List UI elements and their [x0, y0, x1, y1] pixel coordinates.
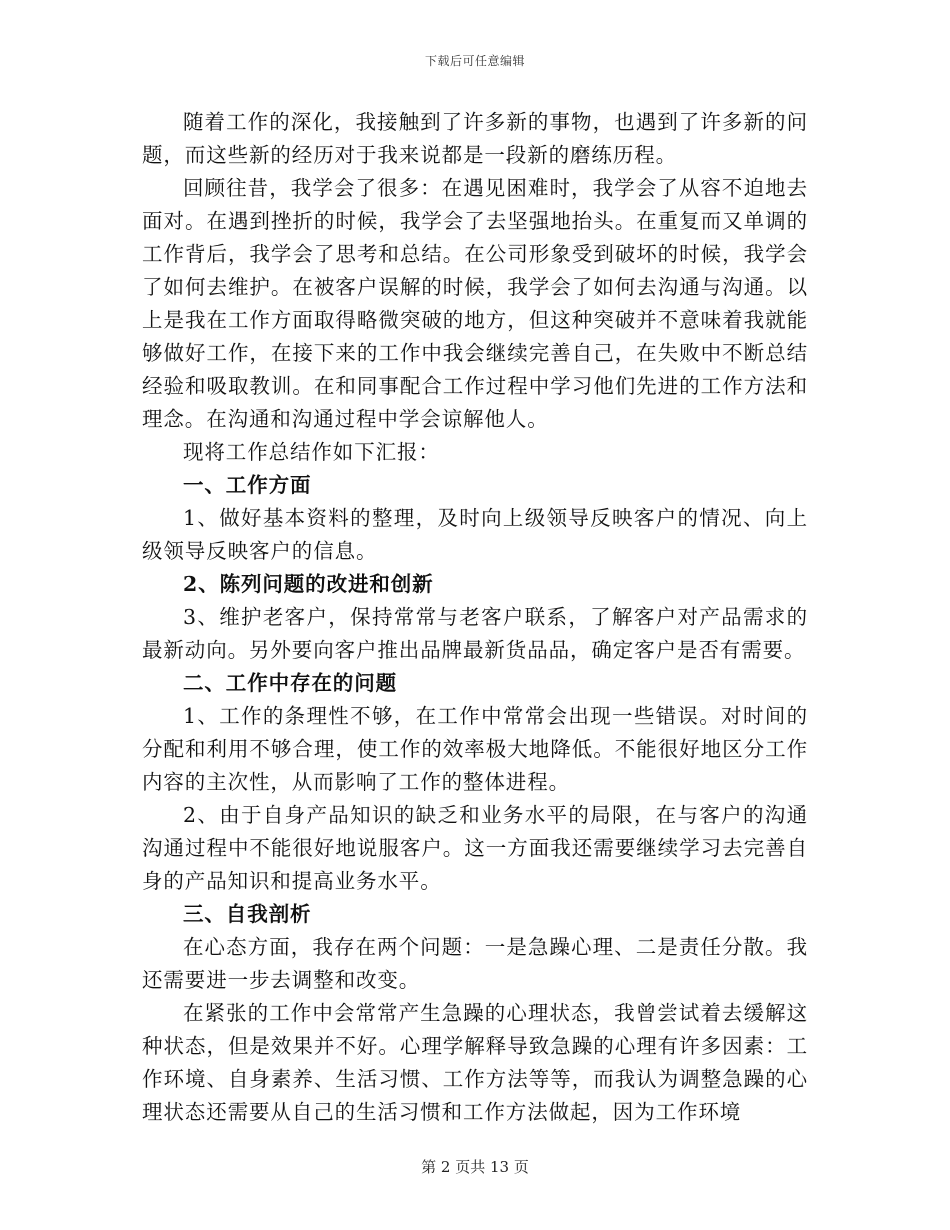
paragraph: 随着工作的深化，我接触到了许多新的事物，也遇到了许多新的问题，而这些新的经历对于我来说都是一段新的磨练历程。: [142, 110, 808, 167]
paragraph: 3、维护老客户，保持常常与老客户联系，了解客户对产品需求的最新动向。另外要向客户推出品牌最新货品品，确定客户是否有需要。: [142, 605, 808, 662]
page-header: 下载后可任意编辑: [424, 54, 525, 68]
paragraph: 1、工作的条理性不够，在工作中常常会出现一些错误。对时间的分配和利用不够合理，使工作的效率极大地降低。不能很好地区分工作内容的主次性，从而影响了工作的整体进程。: [142, 704, 808, 794]
page-number: 第 2 页共 13 页: [421, 1158, 529, 1176]
section-heading: 一、工作方面: [183, 473, 312, 497]
document-body: [142, 106, 808, 1129]
paragraph: 在紧张的工作中会常常产生急躁的心理状态，我曾尝试着去缓解这种状态，但是效果并不好。心理学解释导致急躁的心理有许多因素：工作环境、自身素养、生活习惯、工作方法等等，而我认为调整急躁的心理状态还需要从自己的生活习惯和工作方法做起，因为工作环境: [142, 1001, 808, 1124]
section-heading: 三、自我剖析: [183, 902, 312, 926]
paragraph: 1、做好基本资料的整理，及时向上级领导反映客户的情况、向上级领导反映客户的信息。: [142, 506, 808, 563]
section-heading: 二、工作中存在的问题: [183, 671, 397, 695]
paragraph: 回顾往昔，我学会了很多：在遇见困难时，我学会了从容不迫地去面对。在遇到挫折的时候，我学会了去坚强地抬头。在重复而又单调的工作背后，我学会了思考和总结。在公司形象受到破坏的时候，我学会了如何去维护。在被客户误解的时候，我学会了如何去沟通与沟通。以上是我在工作方面取得略微突破的地方，但这种突破并不意味着我就能够做好工作，在接下来的工作中我会继续完善自己，在失败中不断总结经验和吸取教训。在和同事配合工作过程中学习他们先进的工作方法和理念。在沟通和沟通过程中学会谅解他人。: [142, 176, 808, 431]
paragraph: 在心态方面，我存在两个问题：一是急躁心理、二是责任分散。我还需要进一步去调整和改变。: [142, 935, 808, 992]
paragraph: 2、由于自身产品知识的缺乏和业务水平的局限，在与客户的沟通沟通过程中不能很好地说服客户。这一方面我还需要继续学习去完善自身的产品知识和提高业务水平。: [142, 803, 808, 893]
section-heading: 2、陈列问题的改进和创新: [183, 572, 434, 596]
paragraph: 现将工作总结作如下汇报：: [183, 440, 440, 464]
